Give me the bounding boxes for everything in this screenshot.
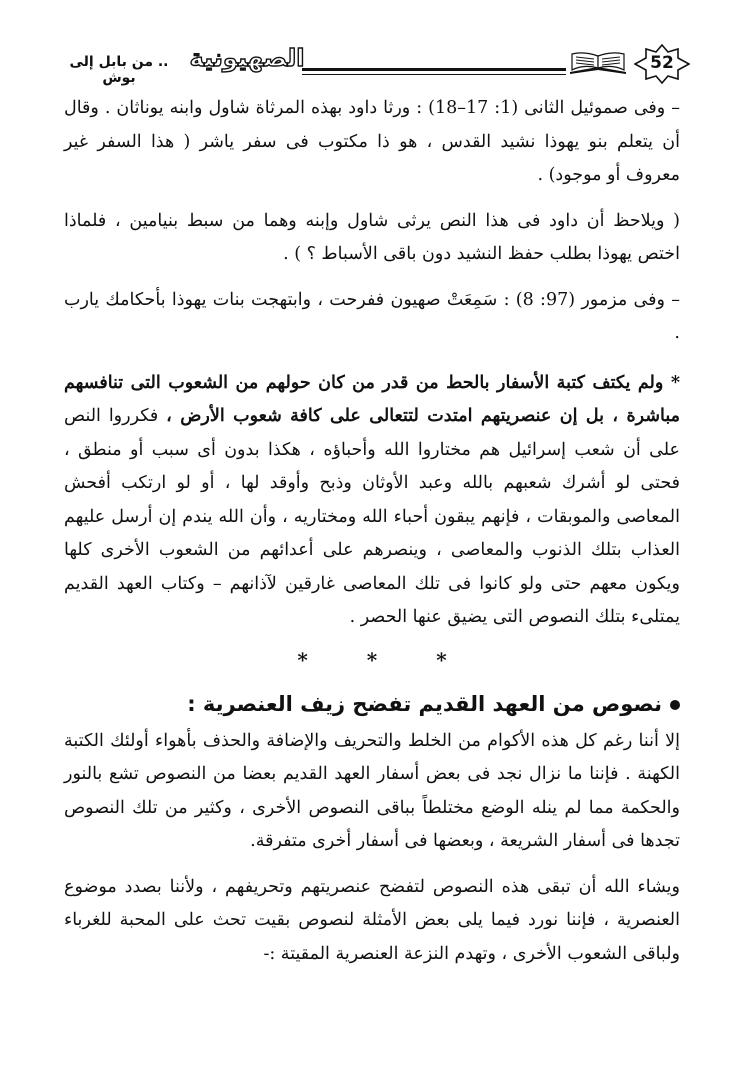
header-rule-thin: [302, 74, 566, 75]
book-subtitle: .. من بابل إلى بوش: [69, 54, 169, 86]
paragraph-continuation: فكرروا النص على أن شعب إسرائيل هم مختاروا الله وأحباؤه ، هكذا بدون أى سبب أو منطق ، فحتى لو أشرك شعبهم بالله وعبد الأوثان وذبح وأوقد لها ، أو لو ارتكب أفحش المعاصى والموبقات ، فإنهم يبقون أحباء الله ومختاريه ، وأن الله يندم إن أرسل عليهم العذاب بتلك الذنوب والمعاصى ، وينصرهم على أعدائهم من الشعوب الأخرى كلها ويكون معهم حتى ولو كانوا فى تلك المعاصى غارقين لآذانهم – وكتاب العهد القديم يمتلىء بتلك النصوص التى يضيق عنها الحصر .: [64, 406, 680, 627]
page-body: [64, 92, 680, 971]
paragraph-texts-remain: إلا أننا رغم كل هذه الأكوام من الخلط والتحريف والإضافة والحذف بأهواء أولئك الكتبة الكهنة . فإننا ما نزال نجد فى بعض أسفار العهد القديم بعضا من النصوص تشع بالنور والحكمة مما لم ينله الوضع مختلطاً بباقى النصوص الأخرى ، وكثير من تلك النصوص تجدها فى أسفار الشريعة ، وبعضها فى أسفار أخرى متفرقة.: [64, 730, 680, 851]
paragraph-chosen-people: [64, 367, 680, 635]
running-header: [40, 40, 690, 88]
bullet-icon: [670, 700, 680, 710]
paragraph-examples-intro: ويشاء الله أن تبقى هذه النصوص لتفضح عنصريتهم وتحريفهم ، ولأننا بصدد موضوع العنصرية ، فإننا نورد فيما يلى بعض الأمثلة لنصوص بقيت تحث على المحبة للغرباء ولباقى الشعوب الأخرى ، وتهدم النزعة العنصرية المقيتة :-: [64, 876, 680, 964]
section-heading-text: نصوص من العهد القديم تفضح زيف العنصرية :: [187, 691, 662, 716]
section-divider-stars: * * *: [297, 647, 473, 672]
open-book-icon: [568, 50, 628, 76]
paragraph-note: ( ويلاحظ أن داود فى هذا النص يرثى شاول وإبنه وهما من سبط بنيامين ، فلماذا اختص يهوذا بطلب حفظ النشيد دون باقى الأسباط ؟ ) .: [64, 210, 680, 264]
header-rule: [302, 68, 566, 71]
paragraph-lead-bold: * ولم يكتف كتبة الأسفار بالحط من قدر من كان حولهم من الشعوب التى تنافسهم مباشرة ، بل إن عنصريتهم امتدت لتتعالى على كافة شعوب الأرض ،: [64, 372, 680, 426]
section-heading: [64, 687, 680, 721]
page-number: 52: [650, 53, 674, 73]
page-number-badge: [634, 44, 690, 84]
paragraph-psalm: – وفى مزمور (97: 8) : سَمِعَتْ صهيون ففرحت ، وابتهجت بنات يهوذا بأحكامك يارب .: [64, 289, 680, 343]
book-title: الصهيونية: [189, 44, 305, 72]
paragraph-samuel: – وفى صموئيل الثانى (1: 17–18) : ورثا داود بهذه المرثاة شاول وابنه يوناثان . وقال أن يتعلم بنو يهوذا نشيد القدس ، هو ذا مكتوب فى سفر ياشر ( هذا السفر غير معروف أو موجود) .: [64, 98, 680, 185]
